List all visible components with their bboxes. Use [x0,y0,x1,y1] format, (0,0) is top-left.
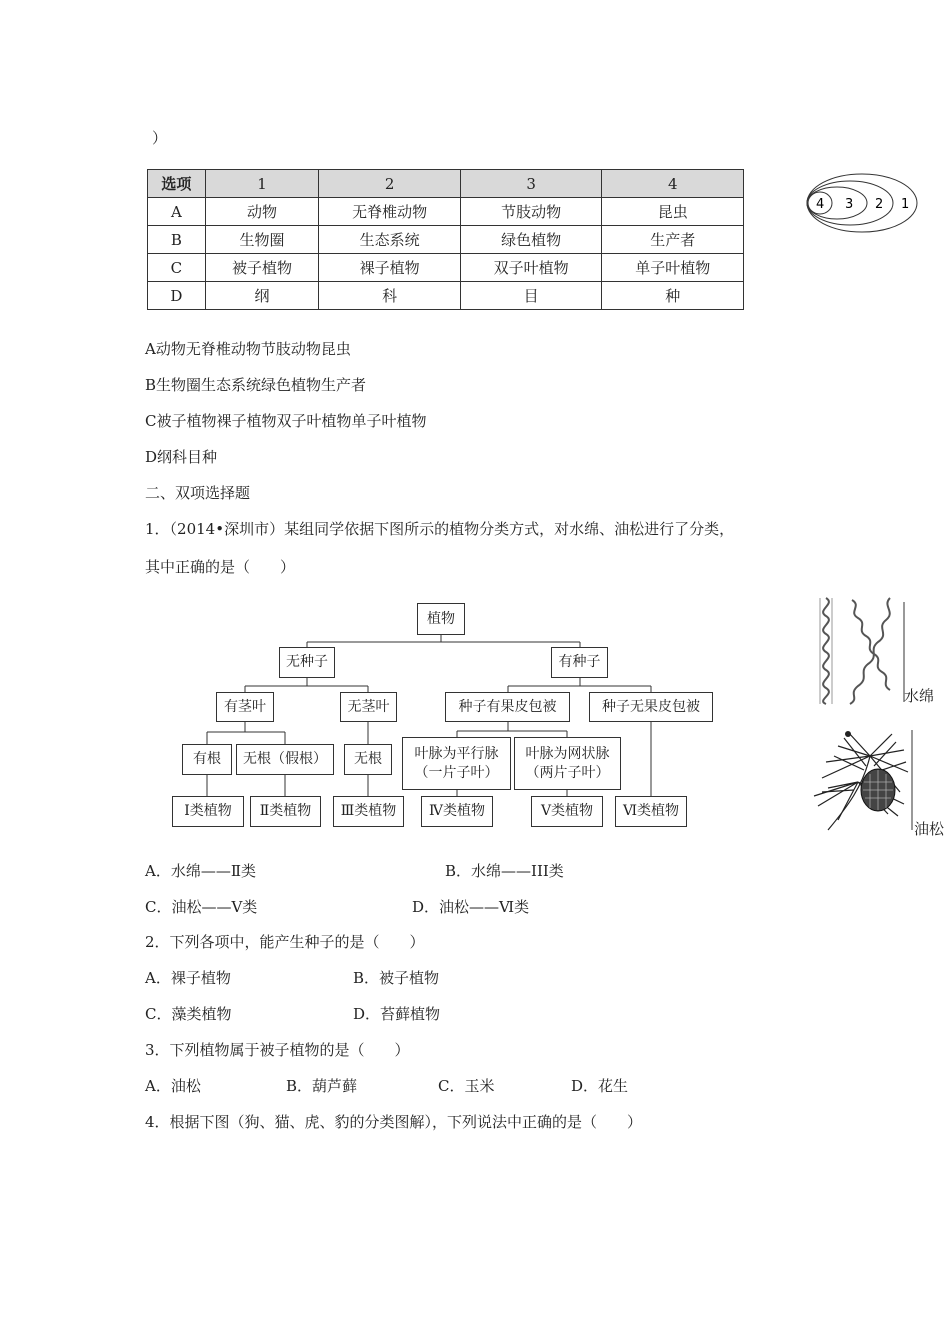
q1-stem-line2: 其中正确的是（ ） [145,558,296,576]
image-label-spirogyra: 水绵 [904,687,935,705]
ellipse-label: 4 [816,197,825,212]
tree-node-text: （两片子叶） [525,764,610,781]
table-cell: 昆虫 [602,198,744,226]
q2-option-b: B．被子植物 [353,969,440,987]
tree-leaf-class-3: Ⅲ类植物 [333,796,404,827]
table-cell: A [148,198,206,226]
tree-node-has-root: 有根 [182,744,232,775]
table-header-cell: 3 [460,170,602,198]
q3-option-b: B．葫芦藓 [286,1077,358,1095]
ellipse-label: 1 [901,197,910,212]
table-header-cell: 选项 [148,170,206,198]
table-cell: 双子叶植物 [460,254,602,282]
q2-option-a: A．裸子植物 [145,969,231,987]
table-cell: 单子叶植物 [602,254,744,282]
table-cell: C [148,254,206,282]
tree-node-text: 叶脉为网状脉 [525,746,610,763]
q2-stem: 2．下列各项中，能产生种子的是（ ） [145,933,425,951]
tree-leaf-class-2: Ⅱ类植物 [250,796,321,827]
table-cell: 生态系统 [319,226,461,254]
tree-node-seed-uncovered: 种子无果皮包被 [589,692,713,722]
tree-node-no-stem-leaf: 无茎叶 [340,692,397,722]
table-cell: 目 [460,282,602,310]
q1-option-d: D．油松——Ⅵ类 [412,898,530,916]
tree-node-text: （一片子叶） [414,764,499,781]
q2-option-c: C．藻类植物 [145,1005,232,1023]
ellipse-label: 2 [875,197,884,212]
table-cell: 动物 [205,198,319,226]
tree-node-has-stem-leaf: 有茎叶 [216,692,274,722]
table-cell: 纲 [205,282,319,310]
table-cell: 生物圈 [205,226,319,254]
q1-option-c: C．油松——Ⅴ类 [145,898,258,916]
tree-node-root: 植物 [417,603,465,635]
q2-option-d: D．苔藓植物 [353,1005,441,1023]
table-cell: 裸子植物 [319,254,461,282]
table-cell: 科 [319,282,461,310]
table-cell: 节肢动物 [460,198,602,226]
option-line-a: A动物无脊椎动物节肢动物昆虫 [145,340,351,358]
tree-node-no-seed: 无种子 [279,647,335,678]
table-cell: 被子植物 [205,254,319,282]
option-line-c: C被子植物裸子植物双子叶植物单子叶植物 [145,412,427,430]
table-header-cell: 2 [319,170,461,198]
q1-stem-line1: 1．（2014•深圳市）某组同学依据下图所示的植物分类方式，对水绵、油松进行了分类， [145,520,735,538]
tree-node-parallel-vein [402,737,511,790]
table-cell: 种 [602,282,744,310]
tree-node-no-root: 无根 [344,744,392,775]
tree-leaf-class-6: Ⅵ类植物 [615,796,687,827]
spirogyra-illustration [812,594,908,706]
table-cell: D [148,282,206,310]
tree-leaf-class-4: Ⅳ类植物 [421,796,493,827]
tree-node-seed-covered: 种子有果皮包被 [445,692,570,722]
q3-stem: 3．下列植物属于被子植物的是（ ） [145,1041,410,1059]
q1-option-b: B．水绵——III类 [445,862,564,880]
tree-node-has-seed: 有种子 [551,647,608,678]
table-cell: 绿色植物 [460,226,602,254]
option-line-d: D纲科目种 [145,448,218,466]
ellipse-label: 3 [845,197,854,212]
table-header-cell: 4 [602,170,744,198]
q1-option-a: A．水绵——Ⅱ类 [145,862,257,880]
tree-node-no-root-false: 无根（假根） [236,744,334,775]
table-cell: 无脊椎动物 [319,198,461,226]
section-title: 二、双项选择题 [145,484,251,502]
tree-leaf-class-5: Ⅴ类植物 [531,796,603,827]
q4-stem: 4．根据下图（狗、猫、虎、豹的分类图解），下列说法中正确的是（ ） [145,1113,643,1131]
tree-node-net-vein [514,737,621,790]
image-label-pine: 油松 [914,820,945,838]
pine-illustration [808,726,914,834]
table-header-cell: 1 [205,170,319,198]
closing-paren: ） [152,129,168,147]
tree-node-text: 叶脉为平行脉 [414,746,499,763]
table-cell: 生产者 [602,226,744,254]
q3-option-d: D．花生 [571,1077,629,1095]
tree-leaf-class-1: Ⅰ类植物 [172,796,244,827]
table-cell: B [148,226,206,254]
q3-option-c: C．玉米 [438,1077,495,1095]
option-line-b: B生物圈生态系统绿色植物生产者 [145,376,367,394]
q3-option-a: A．油松 [145,1077,201,1095]
